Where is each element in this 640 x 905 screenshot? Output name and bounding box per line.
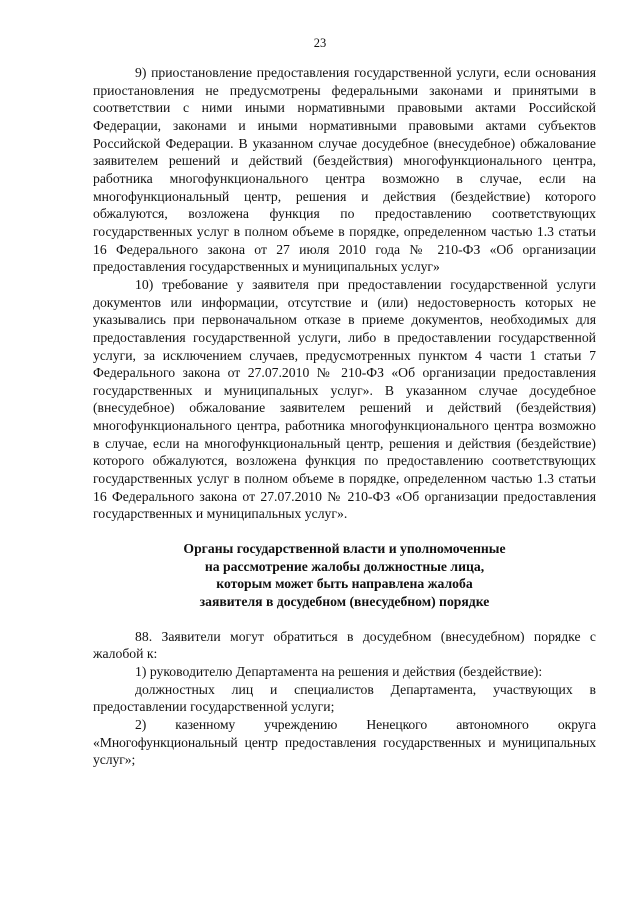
heading-line-2: на рассмотрение жалобы должностные лица, <box>204 558 485 574</box>
heading-line-3: которым может быть направлена жалоба <box>216 576 473 592</box>
document-body <box>93 64 596 769</box>
paragraph-88-subitem-2: 2) казенному учреждению Ненецкого автономного округа «Многофункциональный центр предоставления государственных и муниципальных услуг»; <box>93 716 596 768</box>
paragraph-88: 88. Заявители могут обратиться в досудебном (внесудебном) порядке с жалобой к: <box>93 628 596 662</box>
paragraph-item-10: 10) требование у заявителя при предоставлении государственной услуги документов или информации, отсутствие и (или) недостоверность которых не указывались при первоначальном отказе в приеме документов, необходимых для предоставления государственной услуги, либо в предоставлении государственной услуги, за исключением случаев, предусмотренных пунктом 4 части 1 статьи 7 Федерального закона от 27.07.2010 № 210-ФЗ «Об организации предоставления государственных и муниципальных услуг». В указанном случае досудебное (внесудебное) обжалование заявителем решений и действий (бездействия) многофункционального центра, работника многофункционального центра возможно в случае, если на многофункциональный центр, решения и действия (бездействие) которого обжалуются, возложена функция по предоставлению соответствующих государственных услуг в полном объеме в порядке, определенном частью 1.3 статьи 16 Федерального закона от 27.07.2010 № 210-ФЗ «Об организации предоставления государственных и муниципальных услуг». <box>93 276 596 522</box>
paragraph-88-subitem-1: 1) руководителю Департамента на решения и действия (бездействие): <box>135 664 543 679</box>
paragraph-88-subitem-1-detail: должностных лиц и специалистов Департамента, участвующих в предоставлении государственной услуги; <box>93 681 596 715</box>
heading-line-1: Органы государственной власти и уполномоченные <box>183 541 506 557</box>
heading-line-4: заявителя в досудебном (внесудебном) порядке <box>199 594 490 610</box>
paragraph-item-9: 9) приостановление предоставления государственной услуги, если основания приостановления не предусмотрены федеральными законами и принятыми в соответствии с ними иными нормативными правовыми актами Российской Федерации, законами и иными нормативными правовыми актами субъектов Российской Федерации. В указанном случае досудебное (внесудебное) обжалование заявителем решений и действий (бездействия) многофункционального центра, работника многофункционального центра возможно в случае, если на многофункциональный центр, решения и действия (бездействие) которого обжалуются, возложена функция по предоставлению соответствующих государственных услуг в полном объеме в порядке, определенном частью 1.3 статьи 16 Федерального закона от 27 июля 2010 года № 210-ФЗ «Об организации предоставления государственных и муниципальных услуг» <box>93 65 596 275</box>
page-number: 23 <box>313 36 327 50</box>
section-heading <box>93 540 596 611</box>
